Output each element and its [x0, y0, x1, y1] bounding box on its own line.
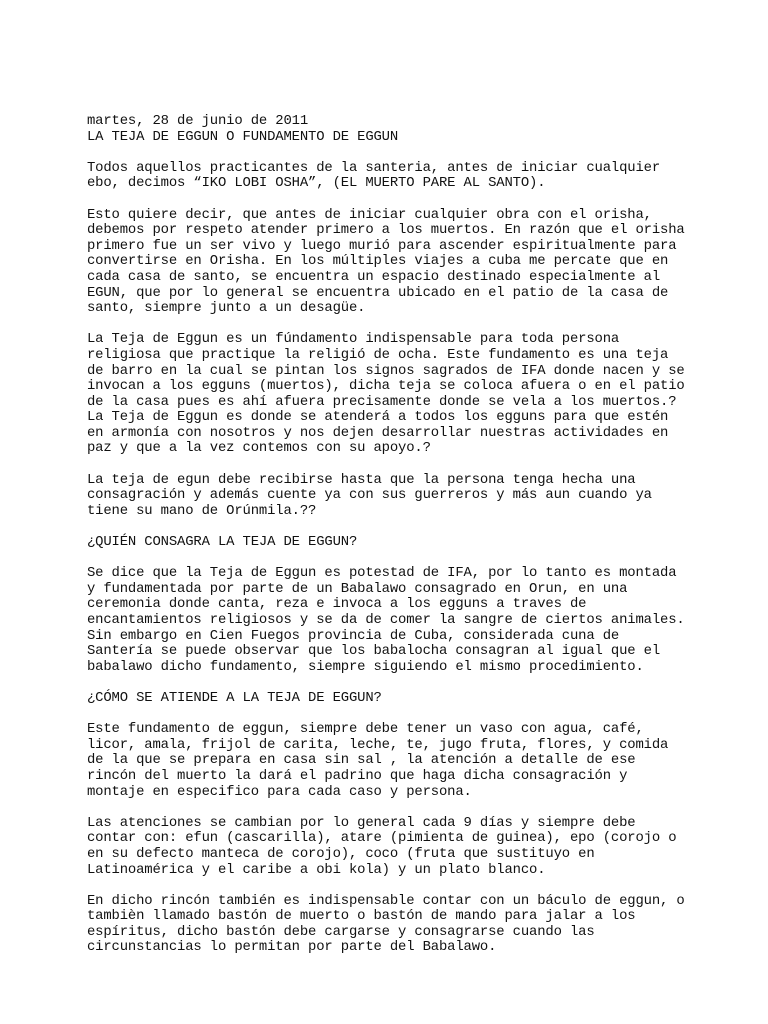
paragraph-spacer — [87, 457, 757, 473]
paragraph-spacer — [87, 519, 757, 535]
text-line: de la que se prepara en casa sin sal , la atención a detalle de ese — [87, 752, 636, 769]
text-line: babalawo dicho fundamento, siempre siguiendo el mismo procedimiento. — [87, 658, 644, 675]
text-line: invocan a los egguns (muertos), dicha teja se coloca afuera o en el patio — [87, 378, 685, 395]
paragraph-spacer — [87, 551, 757, 567]
text-line: primero fue un ser vivo y luego murió para ascender espiritualmente para — [87, 237, 677, 254]
text-line: Latinoamérica y el caribe a obi kola) y un plato blanco. — [87, 861, 546, 878]
paragraph — [87, 473, 757, 520]
paragraph-spacer — [87, 675, 757, 691]
paragraph — [87, 566, 757, 675]
text-line: EGUN, que por lo general se encuentra ubicado en el patio de la casa de — [87, 284, 669, 301]
paragraph — [87, 208, 757, 317]
text-line: santo, siempre junto a un desagüe. — [87, 300, 366, 317]
text-line: La teja de egun debe recibirse hasta que la persona tenga hecha una — [87, 471, 636, 488]
text-line: ¿CÓMO SE ATIENDE A LA TEJA DE EGGUN? — [87, 689, 382, 706]
document-title: LA TEJA DE EGGUN O FUNDAMENTO DE EGGUN — [87, 128, 399, 145]
text-line: de la casa pues es ahí afuera precisamente donde se vela a los muertos.? — [87, 393, 677, 410]
paragraph — [87, 691, 757, 707]
paragraph — [87, 535, 757, 551]
text-line: tiene su mano de Orúnmila.?? — [87, 502, 317, 519]
text-line: licor, amala, frijol de carita, leche, te, jugo fruta, flores, y comida — [87, 736, 669, 753]
text-line: En dicho rincón también es indispensable contar con un báculo de eggun, o — [87, 892, 685, 909]
text-line: de barro en la cual se pintan los signos sagrados de IFA donde nacen y se — [87, 362, 685, 379]
text-line: encantamientos religiosos y se da de comer la sangre de ciertos animales. — [87, 612, 685, 628]
text-line: religiosa que practique la religió de ocha. Este fundamento es una teja — [87, 346, 669, 363]
text-line: La Teja de Eggun es un fúndamento indispensable para toda persona — [87, 331, 620, 348]
text-line: contar con: efun (cascarilla), atare (pimienta de guinea), epo (corojo o — [87, 830, 677, 847]
text-line: paz y que a la vez contemos con su apoyo.? — [87, 440, 431, 457]
text-line: cada casa de santo, se encuentra un espacio destinado especialmente al — [87, 268, 661, 285]
paragraph — [87, 816, 757, 878]
paragraph — [87, 722, 757, 800]
paragraph-spacer — [87, 145, 757, 161]
text-line: Todos aquellos practicantes de la santeria, antes de iniciar cualquier — [87, 159, 661, 176]
text-line: Santería se puede observar que los babalocha consagran al igual que el — [87, 643, 661, 660]
text-line: espíritus, dicho bastón debe cargarse y consagrarse cuando las — [87, 923, 595, 940]
text-line: ebo, decimos “IKO LOBI OSHA”, (EL MUERTO PARE AL SANTO). — [87, 175, 546, 192]
paragraph-list — [87, 145, 757, 956]
text-line: y fundamentada por parte de un Babalawo consagrado en Orun, en una — [87, 580, 628, 597]
text-line: montaje en especifico para cada caso y persona. — [87, 783, 472, 800]
post-date: martes, 28 de junio de 2011 — [87, 113, 309, 129]
text-line: Sin embargo en Cien Fuegos provincia de Cuba, considerada cuna de — [87, 627, 620, 644]
paragraph-spacer — [87, 800, 757, 816]
paragraph-spacer — [87, 317, 757, 333]
text-line: Se dice que la Teja de Eggun es potestad de IFA, por lo tanto es montada — [87, 565, 677, 582]
text-line: circunstancias lo permitan por parte del Babalawo. — [87, 939, 497, 956]
text-line: ceremonia donde canta, reza e invoca a los egguns a traves de — [87, 596, 587, 613]
text-line: tambièn llamado bastón de muerto o bastón de mando para jalar a los — [87, 908, 636, 925]
paragraph — [87, 161, 757, 192]
paragraph — [87, 894, 757, 956]
text-line: ¿QUIÉN CONSAGRA LA TEJA DE EGGUN? — [87, 534, 358, 551]
paragraph-spacer — [87, 707, 757, 723]
text-line: debemos por respeto atender primero a los muertos. En razón que el orisha — [87, 222, 685, 239]
text-line: Las atenciones se cambian por lo general cada 9 días y siempre debe — [87, 814, 636, 831]
text-line: rincón del muerto la dará el padrino que haga dicha consagración y — [87, 767, 628, 784]
text-line: en su defecto manteca de corojo), coco (fruta que sustituyo en — [87, 845, 595, 862]
text-line: Esto quiere decir, que antes de iniciar cualquier obra con el orisha, — [87, 206, 652, 223]
paragraph — [87, 332, 757, 457]
text-line: consagración y además cuente ya con sus guerreros y más aun cuando ya — [87, 487, 652, 504]
text-line: La Teja de Eggun es donde se atenderá a todos los egguns para que estén — [87, 409, 669, 426]
text-line: Este fundamento de eggun, siempre debe tener un vaso con agua, café, — [87, 721, 644, 738]
paragraph-spacer — [87, 192, 757, 208]
text-line: convertirse en Orisha. En los múltiples viajes a cuba me percate que en — [87, 253, 669, 270]
document-body — [87, 114, 757, 956]
text-line: en armonía con nosotros y nos dejen desarrollar nuestras actividades en — [87, 424, 669, 441]
paragraph-spacer — [87, 878, 757, 894]
